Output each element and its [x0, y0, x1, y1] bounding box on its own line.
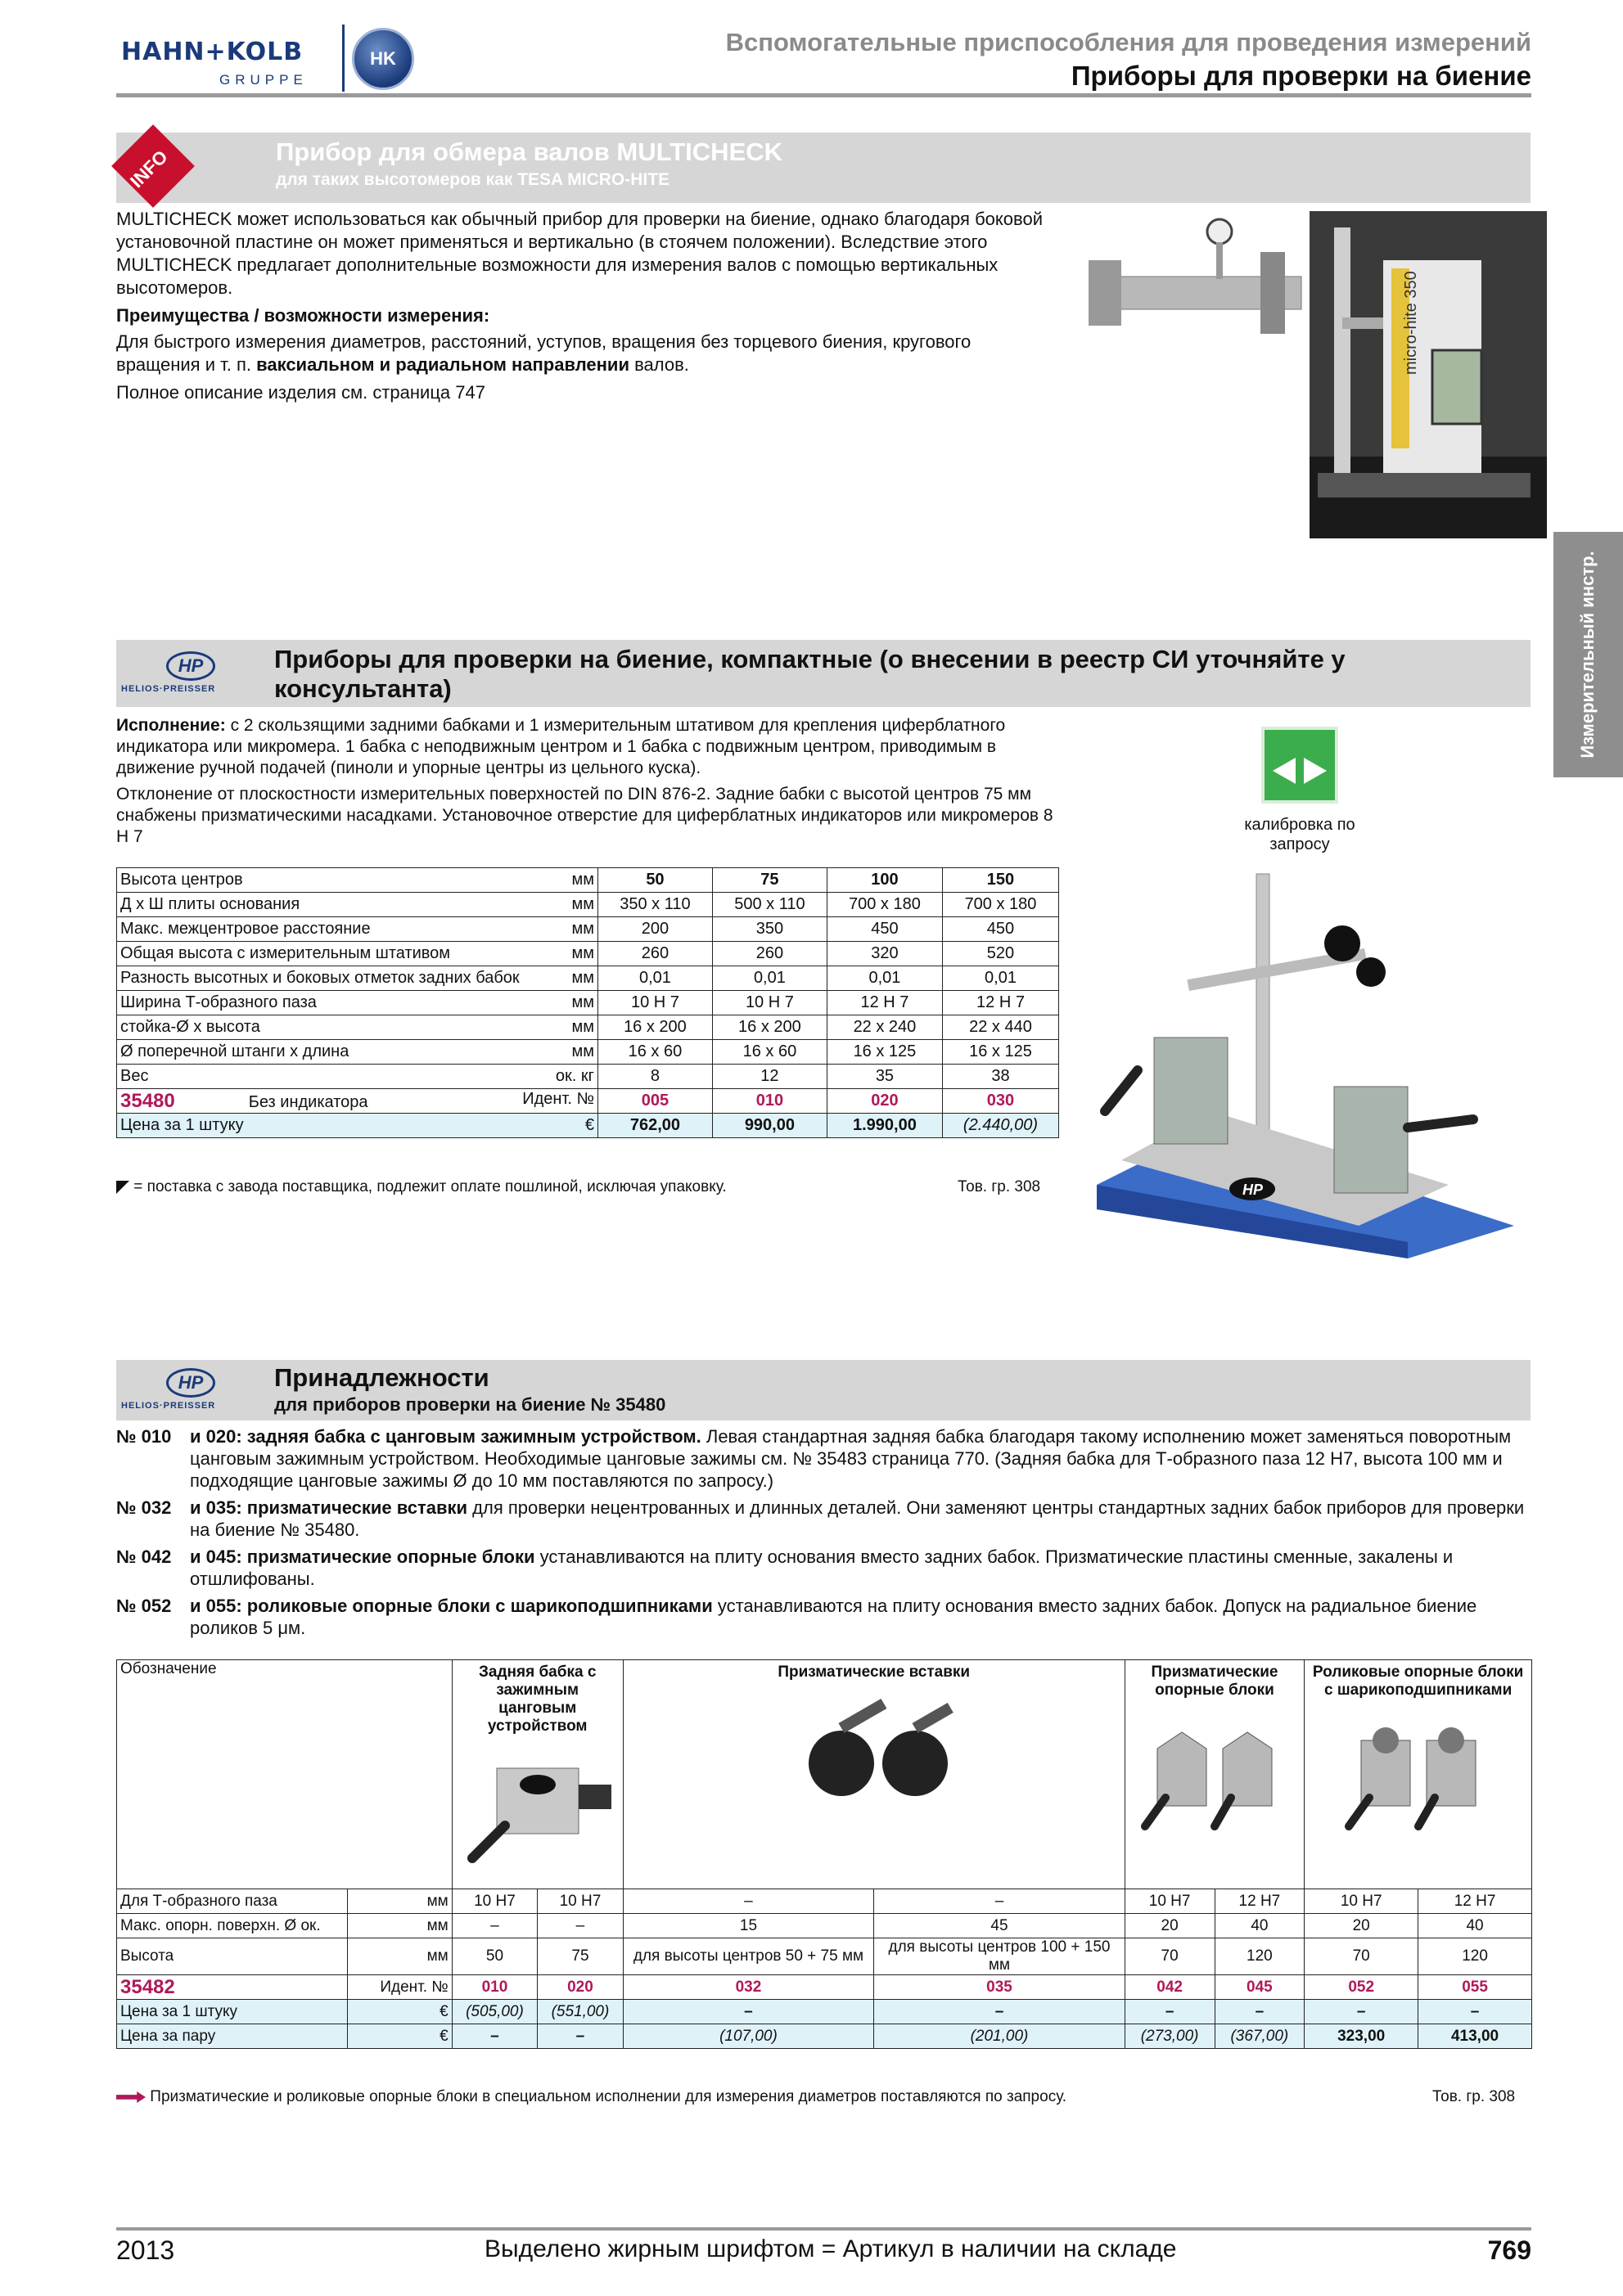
- row-value: 20: [1305, 1914, 1418, 1938]
- spec-unit: мм: [538, 1015, 597, 1040]
- row-value: 15: [623, 1914, 874, 1938]
- spec-value: 16 x 60: [597, 1040, 712, 1065]
- spec-value: 260: [597, 942, 712, 966]
- spec-value: 0,01: [827, 966, 942, 991]
- spec-row: [117, 917, 1059, 942]
- calibration-note: калибровка по запросу: [1244, 816, 1355, 853]
- row-label: Для Т-образного паза: [117, 1889, 348, 1914]
- spec-label: стойка-Ø х высота: [117, 1015, 539, 1040]
- spec-value: 260: [712, 942, 827, 966]
- spec-value: 12 H 7: [827, 991, 942, 1015]
- row-value: 12 H7: [1418, 1889, 1532, 1914]
- arrow-icon: [116, 2091, 146, 2103]
- side-tab-label: Измерительный инстр.: [1577, 551, 1598, 759]
- row-value: для высоты центров 100 + 150 мм: [874, 1938, 1125, 1975]
- currency: €: [538, 1114, 597, 1138]
- price-label: Цена за пару: [117, 2024, 348, 2049]
- company-logo: [121, 23, 416, 88]
- price-value: 413,00: [1418, 2024, 1532, 2049]
- price-value: 323,00: [1305, 2024, 1418, 2049]
- row-label: Высота: [117, 1938, 348, 1975]
- accessory-head: и 020: задняя бабка с цанговым зажимным устройством.: [190, 1426, 701, 1447]
- price-row-single: [117, 2000, 1532, 2024]
- ident-number[interactable]: 020: [827, 1089, 942, 1114]
- price-value: (107,00): [623, 2024, 874, 2049]
- surface-row: [117, 1914, 1532, 1938]
- spec-value: 12 H 7: [942, 991, 1058, 1015]
- spec-unit: мм: [538, 991, 597, 1015]
- row-unit: мм: [348, 1889, 452, 1914]
- spec-table-35480: [116, 867, 1059, 1138]
- price-row-pair: [117, 2024, 1532, 2049]
- table2-header: [117, 1660, 1532, 1889]
- spec-value: 75: [712, 868, 827, 893]
- section1-subtitle: для таких высотомеров как TESA MICRO-HITE: [276, 170, 670, 189]
- row-value: –: [452, 1914, 538, 1938]
- height-row: [117, 1938, 1532, 1975]
- accessory-head: и 055: роликовые опорные блоки с шарикоподшипниками: [190, 1596, 713, 1616]
- spec-row: [117, 868, 1059, 893]
- spec-label: Макс. межцентровое расстояние: [117, 917, 539, 942]
- spec-value: 38: [942, 1065, 1058, 1089]
- price-value: –: [623, 2000, 874, 2024]
- table2-footnote: Призматические и роликовые опорные блоки в специальном исполнении для измерения диаметров поставляются по запросу.: [116, 2088, 1066, 2106]
- price-value: –: [1125, 2000, 1215, 2024]
- tslot-row: [117, 1889, 1532, 1914]
- page-number: 769: [1487, 2235, 1531, 2265]
- section1-p1: MULTICHECK может использоваться как обычный прибор для проверки на биение, однако благодаря боковой установочной пластине он может применяться и вертикально (в стоячем положении). Вследствие этого MULTICHECK предлагает дополнительные возможности для измерения валов с помощью вертикальных высотомеров.: [116, 209, 1043, 298]
- price-value: (273,00): [1125, 2024, 1215, 2049]
- header-title: Приборы для проверки на биение: [1071, 61, 1531, 91]
- row-value: 40: [1215, 1914, 1305, 1938]
- footer-year: 2013: [116, 2235, 175, 2265]
- triangle-icon: [116, 1181, 129, 1194]
- spec-value: 200: [597, 917, 712, 942]
- price-label: Цена за 1 штуку: [117, 1114, 539, 1138]
- spec-value: 22 x 440: [942, 1015, 1058, 1040]
- row-value: для высоты центров 50 + 75 мм: [623, 1938, 874, 1975]
- spec-value: 0,01: [712, 966, 827, 991]
- spec-value: 16 x 200: [712, 1015, 827, 1040]
- row-value: –: [538, 1914, 624, 1938]
- logo-wordmark: HAHN+KOLB: [121, 38, 304, 66]
- accessory-item: [116, 1546, 1532, 1590]
- accessory-item: [116, 1497, 1532, 1541]
- price-label: Цена за 1 штуку: [117, 2000, 348, 2024]
- spec-value: 8: [597, 1065, 712, 1089]
- price-value: –: [874, 2000, 1125, 2024]
- spec-row: [117, 1065, 1059, 1089]
- currency: €: [348, 2000, 452, 2024]
- section3-title: Принадлежности: [274, 1363, 489, 1392]
- row-value: 12 H7: [1215, 1889, 1305, 1914]
- header-h_col4: [1305, 1660, 1532, 1889]
- row-unit: мм: [348, 1914, 452, 1938]
- row-value: 45: [874, 1914, 1125, 1938]
- section3-subtitle: для приборов проверки на биение № 35480: [274, 1394, 666, 1415]
- article-number: 35480: [120, 1089, 175, 1112]
- price-value: –: [452, 2024, 538, 2049]
- spec-value: 520: [942, 942, 1058, 966]
- ident-number[interactable]: 010: [712, 1089, 827, 1114]
- spec-label: Разность высотных и боковых отметок задних бабок: [117, 966, 539, 991]
- price-value: (2.440,00): [942, 1114, 1058, 1138]
- ident-number[interactable]: 035: [874, 1975, 1125, 2000]
- table2-group: Тов. гр. 308: [1432, 2088, 1516, 2105]
- plate-logo-text: HP: [1242, 1182, 1264, 1198]
- price-value: –: [1305, 2000, 1418, 2024]
- spec-value: 700 x 180: [827, 893, 942, 917]
- logo-badge: HK: [352, 28, 414, 90]
- price-value: –: [538, 2024, 624, 2049]
- section1-advantages-heading: Преимущества / возможности измерения:: [116, 305, 490, 326]
- spec-value: 16 x 125: [827, 1040, 942, 1065]
- section1-description: [116, 208, 1057, 404]
- spec-row: [117, 942, 1059, 966]
- spec-value: 12: [712, 1065, 827, 1089]
- spec-row: [117, 1015, 1059, 1040]
- accessory-head: и 045: призматические опорные блоки: [190, 1546, 535, 1567]
- spec-row: [117, 893, 1059, 917]
- runout-tester-image: [1089, 866, 1514, 1258]
- spec-value: 100: [827, 868, 942, 893]
- spec-value: 320: [827, 942, 942, 966]
- article-desc: Без индикатора: [248, 1092, 368, 1111]
- spec-label: Д х Ш плиты основания: [117, 893, 539, 917]
- row-value: –: [874, 1889, 1125, 1914]
- accessory-list: [116, 1425, 1532, 1644]
- price-value: 1.990,00: [827, 1114, 942, 1138]
- calibration-icon: [1261, 727, 1338, 804]
- accessory-text: для проверки нецентрованных и длинных деталей. Они заменяют центры стандартных задних бабок приборов для проверки на биение № 35480.: [190, 1497, 1525, 1540]
- spec-unit: мм: [538, 868, 597, 893]
- header-text: Роликовые опорные блоки с шарикоподшипниками: [1312, 1663, 1524, 1699]
- spec-value: 350: [712, 917, 827, 942]
- ident-number[interactable]: 030: [942, 1089, 1058, 1114]
- accessory-text: устанавливаются на плиту основания вместо задних бабок. Призматические пластины сменные, закалены и отшлифованы.: [190, 1546, 1454, 1589]
- accessory-item: [116, 1595, 1532, 1639]
- price-value: 990,00: [712, 1114, 827, 1138]
- header-rule: [116, 93, 1531, 97]
- spec-unit: мм: [538, 1040, 597, 1065]
- info-tag-icon: INFO: [111, 124, 195, 208]
- spec-label: Высота центров: [117, 868, 539, 893]
- spec-label: Ø поперечной штанги х длина: [117, 1040, 539, 1065]
- spec-unit: мм: [538, 893, 597, 917]
- side-tab[interactable]: [1553, 532, 1623, 777]
- multicheck-image: [1072, 211, 1547, 538]
- spec-value: 500 x 110: [712, 893, 827, 917]
- article-cell: [117, 1089, 598, 1114]
- row-value: 10 H7: [452, 1889, 538, 1914]
- spec-value: 10 H 7: [712, 991, 827, 1015]
- price-value: (367,00): [1215, 2024, 1305, 2049]
- vee-block-image: [1133, 1716, 1296, 1839]
- price-value: (201,00): [874, 2024, 1125, 2049]
- header-h_col1: [452, 1660, 623, 1889]
- spec-value: 0,01: [942, 966, 1058, 991]
- header-h_col3: [1125, 1660, 1305, 1889]
- section2-p1: Исполнение: с 2 скользящими задними бабками и 1 измерительным штативом для крепления циферблатного индикатора или микромера. 1 бабка с неподвижным центром и 1 бабка с подвижным центром, приводимым в движение ручной подачей (пиноли и упорные центры из цельного куска).: [116, 716, 1006, 777]
- accessory-no: № 010: [116, 1426, 172, 1447]
- section1-bar: [116, 133, 1531, 203]
- spec-value: 450: [827, 917, 942, 942]
- ident-label-2: Идент. №: [348, 1975, 452, 2000]
- spec-unit: мм: [538, 917, 597, 942]
- ident-number[interactable]: 052: [1305, 1975, 1418, 2000]
- spec-row: [117, 991, 1059, 1015]
- accessory-item: [116, 1425, 1532, 1492]
- spec-value: 35: [827, 1065, 942, 1089]
- logo-divider: [342, 25, 345, 92]
- table1-footnote: = поставка с завода поставщика, подлежит оплате пошлиной, исключая упаковку.: [116, 1178, 727, 1196]
- ident-number[interactable]: 005: [597, 1089, 712, 1114]
- spec-unit: мм: [538, 966, 597, 991]
- row-value: 40: [1418, 1914, 1532, 1938]
- section2-p2: Отклонение от плоскостности измерительных поверхностей по DIN 876-2. Задние бабки с высотой центров 75 мм снабжены призматическими насадками. Установочное отверстие для циферблатных индикаторов или микромеров 8 Н 7: [116, 785, 1053, 846]
- row-value: 70: [1125, 1938, 1215, 1975]
- accessory-head: и 035: призматические вставки: [190, 1497, 468, 1518]
- ident-row: [117, 1089, 1059, 1114]
- row-value: 120: [1215, 1938, 1305, 1975]
- roller-block-image: [1337, 1716, 1500, 1839]
- spec-value: 16 x 60: [712, 1040, 827, 1065]
- row-value: 50: [452, 1938, 538, 1975]
- price-value: –: [1418, 2000, 1532, 2024]
- spec-value: 50: [597, 868, 712, 893]
- row-value: 120: [1418, 1938, 1532, 1975]
- spec-unit: мм: [538, 942, 597, 966]
- accessory-text: устанавливаются на плиту основания вместо задних бабок. Допуск на радиальное биение роликов 5 μм.: [190, 1596, 1477, 1638]
- header-text: Задняя бабка с зажимным цанговым устройством: [478, 1663, 597, 1735]
- section2-description: [116, 715, 1057, 848]
- vee-insert-image: [792, 1698, 956, 1821]
- header-designation: Обозначение: [117, 1660, 453, 1889]
- ident-number[interactable]: 020: [538, 1975, 624, 2000]
- hp-logo-2: HP HELIOS·PREISSER: [121, 1368, 260, 1417]
- spec-value: 16 x 125: [942, 1040, 1058, 1065]
- ident-row-2: [117, 1975, 1532, 2000]
- header-category: Вспомогательные приспособления для проведения измерений: [725, 28, 1531, 56]
- spec-value: 700 x 180: [942, 893, 1058, 917]
- spec-label: Ширина Т-образного паза: [117, 991, 539, 1015]
- tailstock-image: [456, 1752, 620, 1875]
- spec-value: 0,01: [597, 966, 712, 991]
- accessory-no: № 042: [116, 1546, 172, 1567]
- ident-number[interactable]: 032: [623, 1975, 874, 2000]
- header-text: Призматические опорные блоки: [1151, 1663, 1278, 1699]
- section2-title: Приборы для проверки на биение, компактные (о внесении в реестр СИ уточняйте у консультанта): [274, 645, 1346, 703]
- spec-label: Общая высота с измерительным штативом: [117, 942, 539, 966]
- spec-unit: ок. кг: [538, 1065, 597, 1089]
- row-value: 75: [538, 1938, 624, 1975]
- spec-value: 450: [942, 917, 1058, 942]
- spec-label: Вес: [117, 1065, 539, 1089]
- article-number-2: 35482: [117, 1975, 348, 2000]
- price-value: (551,00): [538, 2000, 624, 2024]
- ident-number[interactable]: 045: [1215, 1975, 1305, 2000]
- table1-group: Тов. гр. 308: [958, 1178, 1041, 1195]
- row-value: 10 H7: [1305, 1889, 1418, 1914]
- spec-value: 10 H 7: [597, 991, 712, 1015]
- header-h_col2: [623, 1660, 1125, 1889]
- price-value: (505,00): [452, 2000, 538, 2024]
- spec-row: [117, 1040, 1059, 1065]
- row-value: 70: [1305, 1938, 1418, 1975]
- price-value: 762,00: [597, 1114, 712, 1138]
- spec-value: 16 x 200: [597, 1015, 712, 1040]
- footer-rule: [116, 2227, 1531, 2231]
- ident-number[interactable]: 010: [452, 1975, 538, 2000]
- section1-p2: Для быстрого измерения диаметров, расстояний, уступов, вращения без торцевого биения, кругового вращения и т. п. ваксиальном и радиальном направлении валов.: [116, 331, 972, 375]
- row-value: 10 H7: [1125, 1889, 1215, 1914]
- hp-logo: HP HELIOS·PREISSER: [121, 651, 260, 700]
- accessory-no: № 032: [116, 1497, 172, 1518]
- section1-title: Прибор для обмера валов MULTICHECK: [276, 137, 783, 166]
- section1-p3: Полное описание изделия см. страница 747: [116, 382, 485, 403]
- logo-gruppe: GRUPPE: [219, 72, 308, 88]
- spec-row: [117, 966, 1059, 991]
- accessory-table-35482: [116, 1659, 1532, 2049]
- ident-label: Идент. №: [522, 1089, 594, 1108]
- row-value: 10 H7: [538, 1889, 624, 1914]
- spec-value: 22 x 240: [827, 1015, 942, 1040]
- accessory-no: № 052: [116, 1596, 172, 1616]
- spec-value: 350 x 110: [597, 893, 712, 917]
- row-value: –: [623, 1889, 874, 1914]
- footer-note: Выделено жирным шрифтом = Артикул в наличии на складе: [485, 2235, 1177, 2262]
- row-label: Макс. опорн. поверхн. Ø ок.: [117, 1914, 348, 1938]
- row-value: 20: [1125, 1914, 1215, 1938]
- currency: €: [348, 2024, 452, 2049]
- micro-hite-label: micro-hite 350: [1402, 271, 1420, 375]
- header-text: Призматические вставки: [778, 1663, 971, 1681]
- ident-number[interactable]: 055: [1418, 1975, 1532, 2000]
- spec-value: 150: [942, 868, 1058, 893]
- row-unit: мм: [348, 1938, 452, 1975]
- price-value: –: [1215, 2000, 1305, 2024]
- price-row: [117, 1114, 1059, 1138]
- ident-number[interactable]: 042: [1125, 1975, 1215, 2000]
- accessory-text: Левая стандартная задняя бабка благодаря такому исполнению может заменяться поворотным цанговым зажимным устройством. Необходимые цанговые зажимы см. № 35483 страница 770. (Задняя бабка для Т-образного паза 12 H7, высота 100 мм и подходящие цанговые зажимы Ø до 10 мм поставляются по запросу.): [190, 1426, 1512, 1491]
